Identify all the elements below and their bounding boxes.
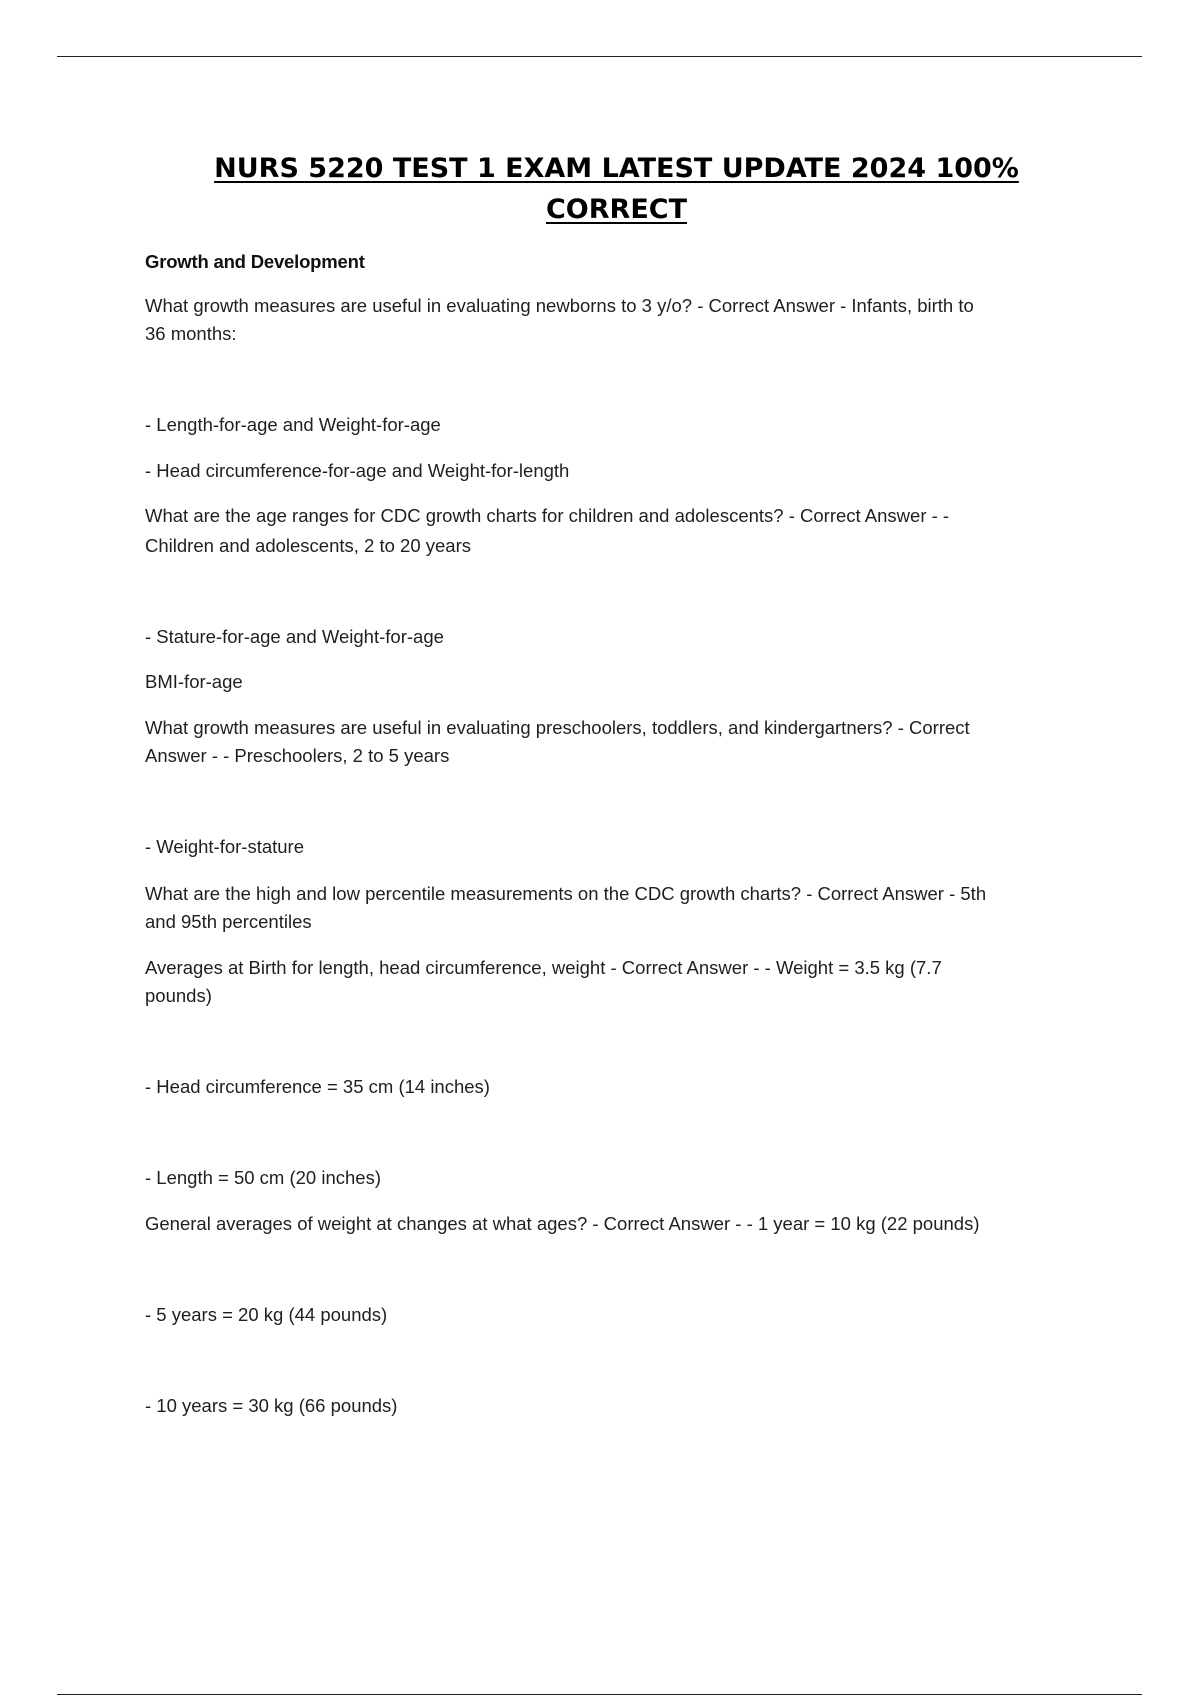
bottom-rule bbox=[57, 1694, 1142, 1695]
text-line: What growth measures are useful in evaluating preschoolers, toddlers, and kindergartners? - Correct bbox=[145, 717, 970, 738]
text-line: - 5 years = 20 kg (44 pounds) bbox=[145, 1304, 388, 1325]
text-line: - Weight-for-stature bbox=[145, 836, 305, 857]
title-line-2: CORRECT bbox=[545, 194, 688, 225]
top-rule bbox=[57, 56, 1142, 57]
text-line: Averages at Birth for length, head circumference, weight - Correct Answer - - Weight = 3.5 kg (7.7 bbox=[145, 957, 942, 978]
text-line: 36 months: bbox=[145, 323, 237, 344]
text-line: What are the high and low percentile measurements on the CDC growth charts? - Correct Answer - 5th bbox=[145, 883, 987, 904]
text-line: What are the age ranges for CDC growth charts for children and adolescents? - Correct Answer - - bbox=[145, 505, 950, 526]
text-line: - Length = 50 cm (20 inches) bbox=[145, 1167, 382, 1188]
text-line: - Head circumference = 35 cm (14 inches) bbox=[145, 1076, 490, 1097]
text-line: What growth measures are useful in evaluating newborns to 3 y/o? - Correct Answer - Infants, birth to bbox=[145, 295, 974, 316]
text-line: - Head circumference-for-age and Weight-for-length bbox=[145, 460, 570, 481]
text-line: - Length-for-age and Weight-for-age bbox=[145, 414, 441, 435]
text-line: - Stature-for-age and Weight-for-age bbox=[145, 626, 444, 647]
text-line: Children and adolescents, 2 to 20 years bbox=[145, 535, 472, 556]
section-heading: Growth and Development bbox=[145, 251, 365, 272]
document-title bbox=[0, 148, 1200, 230]
title-line-1: NURS 5220 TEST 1 EXAM LATEST UPDATE 2024 100% bbox=[214, 153, 1019, 184]
text-line: - 10 years = 30 kg (66 pounds) bbox=[145, 1395, 398, 1416]
text-line: pounds) bbox=[145, 985, 212, 1006]
text-line: BMI-for-age bbox=[145, 671, 243, 692]
text-line: General averages of weight at changes at what ages? - Correct Answer - - 1 year = 10 kg (22 pounds) bbox=[145, 1213, 980, 1234]
text-line: Answer - - Preschoolers, 2 to 5 years bbox=[145, 745, 450, 766]
text-line: and 95th percentiles bbox=[145, 911, 312, 932]
